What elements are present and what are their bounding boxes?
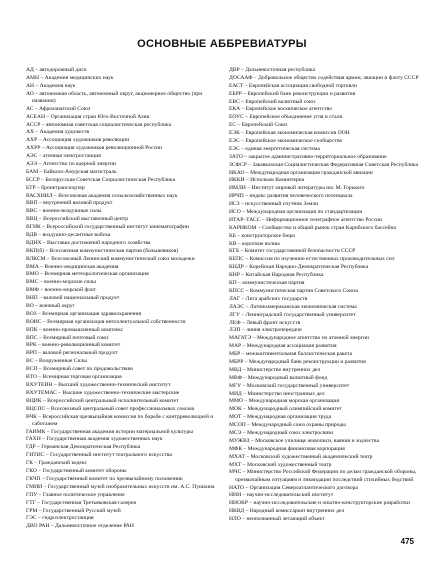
abbreviation-entry: ВПС – Всемирный почтовый союз xyxy=(26,334,109,341)
abbreviation-entry: КПСС – Коммунистическая партия Советского Союза xyxy=(229,287,358,294)
abbreviation-entry: МАГАТЭ – Международное агентство по атомной энергии xyxy=(229,335,369,342)
abbreviation-entry: МГУ – Московский государственный университет xyxy=(229,382,350,389)
abbreviation-entry: МБРР – Международный банк реконструкции и развития xyxy=(229,358,366,365)
abbreviation-entry: ДОСААФ – Добровольное общество содействия армии, авиации и флоту СССР xyxy=(229,74,419,81)
abbreviation-entry: ИМЛИ – Институт мировой литературы им. М. Горького xyxy=(229,185,365,192)
abbreviation-entry: МФК – Международная финансовая корпорация xyxy=(229,445,345,452)
abbreviation-entry: АХ – Академия художеств xyxy=(26,129,90,136)
abbreviation-entry: ГМИИ – Государственный музей изобразительных искусств им. А.С. Пушкина xyxy=(26,483,215,490)
abbreviation-entry: ИРЧП – индекс развития человеческого потенциала xyxy=(229,193,353,200)
abbreviation-entry: ВОЗ – Всемирная организация здравоохранения xyxy=(26,310,142,317)
abbreviation-entry: АС – Афроазиатский Союз xyxy=(26,105,91,112)
abbreviation-entry: ВРП – валовой региональный продукт xyxy=(26,350,118,357)
abbreviation-entry: ЗСФСР – Закавказская Социалистическая Федеративная Советская Республика xyxy=(229,161,419,168)
abbreviation-entry: ВКП(б) – Всесоюзная коммунистическая партия (большевиков) xyxy=(26,247,179,254)
abbreviation-entry: КАРИКОМ – Сообщество и общий рынок стран Карибского бассейна xyxy=(229,224,396,231)
abbreviation-entry: ВМА – Военно-медицинская академия xyxy=(26,263,119,270)
abbreviation-entry: МСЭ – Международный союз электросвязи xyxy=(229,429,334,436)
abbreviation-entry: ИКАО – Международная организация гражданской авиации xyxy=(229,169,373,176)
abbreviation-entry: ДВО РАН – Дальневосточное отделение РАН xyxy=(26,523,134,530)
abbreviation-entry: ЛАГ – Лига арабских государств xyxy=(229,295,308,302)
abbreviation-entry: ВСП – Всемирный совет по продовольствию xyxy=(26,366,134,373)
abbreviation-entry: АО – автономная область, автономный округ, акционерное общество (при названии) xyxy=(26,90,203,104)
abbreviation-entry: ВХУТЕИН – Высший художественно-технический институт xyxy=(26,381,171,388)
abbreviation-entry: ЗАТО – закрытое административно-территориальное образование xyxy=(229,153,387,160)
abbreviation-entry: ВРК – военно-революционный комитет xyxy=(26,342,121,349)
abbreviation-entry: ГК – Гражданский кодекс xyxy=(26,460,87,467)
abbreviation-entry: НКВД – Народный комиссариат внутренних дел xyxy=(229,508,345,515)
abbreviation-entry: АХРР – Ассоциация художников революционной России xyxy=(26,145,163,152)
abbreviation-entry: МУЖВЗ – Московское училище живописи, ваяния и зодчества xyxy=(229,437,379,444)
abbreviation-entry: ГИТИС – Государственный институт театрального искусства xyxy=(26,452,172,459)
abbreviation-entry: МОК – Международный олимпийский комитет xyxy=(229,406,342,413)
abbreviation-entry: ВЛКСМ – Всесоюзный Ленинский коммунистический союз молодежи xyxy=(26,255,195,262)
abbreviation-entry: НАТО – Организация Североатлантического договора xyxy=(229,484,358,491)
abbreviation-entry: ИСО – Международная организация по стандартизации xyxy=(229,209,363,216)
abbreviation-entry: ГЭС – гидроэлектростанция xyxy=(26,515,94,522)
abbreviation-entry: ВНП – валовой национальный продукт xyxy=(26,295,120,302)
abbreviation-entry: НЛО – неопознанный летающий объект xyxy=(229,516,325,523)
abbreviation-entry: ВЦИК – Всероссийский центральный исполнительный комитет xyxy=(26,397,179,404)
abbreviation-entry: ГКЧП – Государственный комитет по чрезвычайному положению xyxy=(26,475,183,482)
abbreviation-entry: БАМ – Байкало-Амурская магистраль xyxy=(26,168,117,175)
abbreviation-entry: ВС – Вооруженные Силы xyxy=(26,358,88,365)
abbreviation-entry: ГТГ – Государственная Третьяковская галерея xyxy=(26,499,137,506)
abbreviation-entry: ГКО – Государственный комитет обороны xyxy=(26,468,127,475)
abbreviation-entry: ЕС – Европейский Союз xyxy=(229,122,288,129)
abbreviation-entry: ЕБРР – Европейский банк реконструкции и развития xyxy=(229,90,356,97)
abbreviation-entry: ВМС – военно-морские силы xyxy=(26,279,96,286)
abbreviation-entry: АЭС – атомная электростанция xyxy=(26,153,101,160)
abbreviation-entry: КВ – короткие волны xyxy=(229,240,280,247)
abbreviation-entry: ЛЕФ – Левый фронт искусств xyxy=(229,319,301,326)
abbreviation-entry: ВЧК – Всероссийская чрезвычайная комиссия по борьбе с контрреволюцией и саботажем xyxy=(26,413,214,427)
abbreviation-entry: ИТАР–ТАСС – Информационное телеграфное агентство России xyxy=(229,216,383,223)
abbreviation-entry: АД – автодорожный диск xyxy=(26,67,87,73)
abbreviation-entry: ЛЭП – линия электропередачи xyxy=(229,327,302,334)
abbreviation-entry: ЛГУ – Ленинградский государственный университет xyxy=(229,311,356,318)
abbreviation-entry: АН – Академия наук xyxy=(26,82,76,89)
abbreviations-left-column xyxy=(26,67,222,531)
abbreviation-entry: ИСЗ – искусственный спутник Земли xyxy=(229,201,319,208)
abbreviation-entry: АЭЭ – Агентство по ядерной энергии xyxy=(26,161,116,167)
abbreviation-entry: ЕЭС – единая энергетическая система xyxy=(229,145,320,152)
abbreviation-entry: МОТ – Международная организация труда xyxy=(229,414,332,421)
abbreviation-entry: МХАТ – Московский художественный академический театр xyxy=(229,453,373,460)
abbreviation-entry: ВМФ – военно-морской флот xyxy=(26,287,96,294)
abbreviation-entry: КНДР – Корейская Народно-Демократическая Республика xyxy=(229,264,369,271)
abbreviation-entry: КГБ – Комитет государственной безопасности СССР xyxy=(229,248,356,255)
abbreviation-entry: МВД – Министерство внутренних дел xyxy=(229,366,321,373)
abbreviation-entry: ВВС – военно-воздушные силы xyxy=(26,208,102,215)
abbreviation-entry: ММО – Международная морская организация xyxy=(229,398,339,405)
abbreviation-entry: ВДНХ – Выставка достижений народного хозяйства xyxy=(26,239,151,246)
abbreviation-entry: ВХУТЕМАС – Высшие художественно-технические мастерские xyxy=(26,389,180,396)
abbreviation-entry: ДВР – Дальневосточная республика xyxy=(229,67,315,73)
abbreviation-entry: НИОКР – научно-исследовательские и опытно-конструкторские разработки xyxy=(229,500,411,507)
abbreviation-entry: АСЕАН – Организация стран Юго-Восточной Азии xyxy=(26,113,150,120)
page-title: ОСНОВНЫЕ АББРЕВИАТУРЫ xyxy=(137,38,307,50)
abbreviation-entry: МЧС – Министерство Российской Федерации по делам гражданской обороны, чрезвычайным ситуациям и ликвидации последствий стихийных бедствий xyxy=(229,469,417,483)
abbreviation-entry: ГДР – Германская Демократическая Республика xyxy=(26,444,141,451)
abbreviation-entry: ВВЦ – Всероссийский выставочный центр xyxy=(26,216,129,223)
abbreviation-entry: ВВП – внутренний валовой продукт xyxy=(26,200,113,207)
abbreviation-entry: БССР – Белорусская Советская Социалистическая Республика xyxy=(26,176,176,183)
abbreviation-entry: ВАСХНИЛ – Всесоюзная академия сельскохозяйственных наук xyxy=(26,192,178,199)
abbreviation-entry: НИИ – научно-исследовательский институт xyxy=(229,492,334,499)
abbreviation-entry: АМН – Академия медицинских наук xyxy=(26,74,114,81)
abbreviation-entry: ГАИМК – Государственная академия истории материальной культуры xyxy=(26,428,194,435)
page-number: 475 xyxy=(400,537,414,546)
abbreviation-entry: ЕОУС – Европейское объединение угля и стали xyxy=(229,114,343,121)
abbreviation-entry: ЕАСТ – Европейская ассоциация свободной торговли xyxy=(229,82,357,89)
abbreviation-entry: МСОП – Международный союз охраны природы xyxy=(229,422,346,429)
abbreviation-entry: МИД – Министерство иностранных дел xyxy=(229,390,325,397)
abbreviation-entry: ЕВС – Европейский валютный союз xyxy=(229,98,316,105)
abbreviation-entry: ЕКА – Европейское космическое агентство xyxy=(229,106,333,113)
abbreviation-entry: БТР – бронетранспортер xyxy=(26,184,85,191)
abbreviation-entry: ВПК – военно-промышленный комплекс xyxy=(26,326,124,333)
abbreviation-entry: ВДВ – воздушно-десантные войска xyxy=(26,232,111,239)
abbreviation-entry: МБР – межконтинентальная баллистическая ракета xyxy=(229,351,352,358)
abbreviation-entry: МВФ – Международный валютный фонд xyxy=(229,374,328,381)
abbreviation-entry: ВГИК – Всероссийский государственный институт кинематографии xyxy=(26,224,189,231)
abbreviations-right-column xyxy=(229,67,425,524)
abbreviation-entry: КЕПС – Комиссия по изучению естественных производительных сил xyxy=(229,256,395,263)
abbreviation-entry: КБ – конструкторское бюро xyxy=(229,232,296,239)
abbreviation-entry: КП – коммунистическая партия xyxy=(229,280,305,287)
abbreviation-entry: ГПУ – Главное политическое управление xyxy=(26,491,125,498)
abbreviation-entry: ВЦСПС – Всесоюзный центральный совет профессиональных союзов xyxy=(26,405,195,412)
abbreviation-entry: ИККИ – Исполком Коминтерна xyxy=(229,177,305,184)
abbreviation-entry: ЕЭС – Европейское экономическое сообщество xyxy=(229,138,343,145)
abbreviation-entry: ЛАЭС – Латиноамериканская экономическая система xyxy=(229,303,357,310)
abbreviation-entry: МАР – Международная ассоциация развития xyxy=(229,343,337,350)
abbreviation-entry: ВТО – Всемирная торговая организация xyxy=(26,374,122,381)
abbreviation-entry: МХТ – Московский художественный театр xyxy=(229,461,332,468)
abbreviation-entry: АССР – автономная советская социалистическая республика xyxy=(26,121,171,128)
abbreviation-entry: ЕЭК – Европейская экономическая комиссия ООН xyxy=(229,130,350,137)
abbreviation-entry: КНР – Китайская Народная Республика xyxy=(229,272,324,279)
abbreviation-entry: АХР – Ассоциация художников революции xyxy=(26,137,130,144)
abbreviation-entry: ВО – военный округ xyxy=(26,303,75,310)
abbreviation-entry: ВОИС – Всемирная организация интеллектуальной собственности xyxy=(26,318,186,325)
abbreviation-entry: ГАХН – Государственная академия художественных наук xyxy=(26,436,163,443)
abbreviation-entry: ГРМ – Государственный Русский музей xyxy=(26,507,121,514)
abbreviation-entry: ВМО – Всемирная метеорологическая организация xyxy=(26,271,149,278)
